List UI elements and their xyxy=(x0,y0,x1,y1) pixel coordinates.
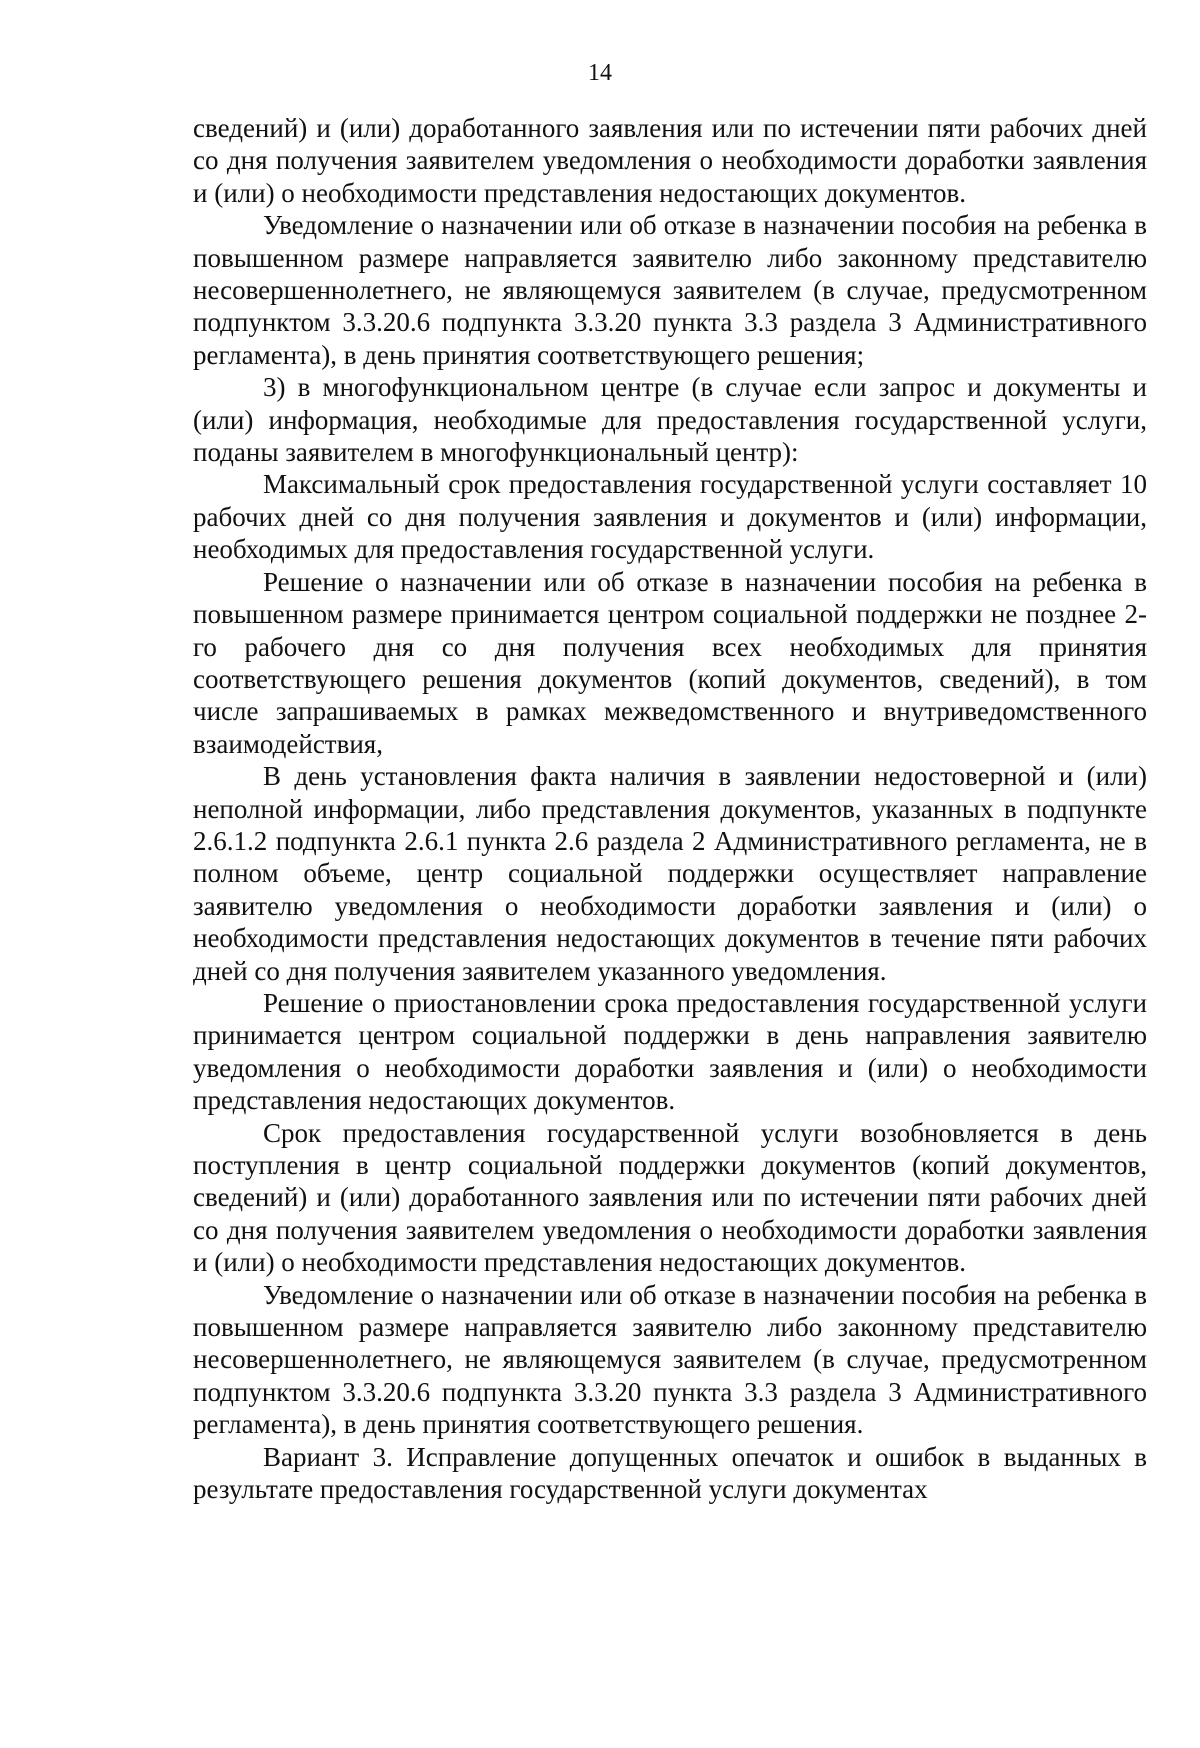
paragraph-notification-repeat: Уведомление о назначении или об отказе в назначении пособия на ребенка в повышенном размере направляется заявителю либо законному представителю несовершеннолетнего, не являющемуся заявителем (в случае, предусмотренном подпунктом 3.3.20.6 подпункта 3.3.20 пункта 3.3 раздела 3 Административного регламента), в день принятия соответствующего решения. xyxy=(193,1279,1147,1440)
paragraph-max-term: Максимальный срок предоставления государственной услуги составляет 10 рабочих дней со дня получения заявления и документов и (или) информации, необходимых для предоставления государственной услуги. xyxy=(193,469,1147,565)
paragraph-notification: Уведомление о назначении или об отказе в назначении пособия на ребенка в повышенном размере направляется заявителю либо законному представителю несовершеннолетнего, не являющемуся заявителем (в случае, предусмотренном подпунктом 3.3.20.6 подпункта 3.3.20 пункта 3.3 раздела 3 Административного регламента), в день принятия соответствующего решения; xyxy=(193,210,1147,370)
paragraph-decision: Решение о назначении или об отказе в назначении пособия на ребенка в повышенном размере принимается центром социальной поддержки не позднее 2-го рабочего дня со дня получения всех необходимых для принятия соответствующего решения документов (копий документов, сведений), в том числе запрашиваемых в рамках межведомственного и внутриведомственного взаимодействия, xyxy=(193,566,1147,759)
paragraph-incomplete-info: В день установления факта наличия в заявлении недостоверной и (или) неполной информации, либо представления документов, указанных в подпункте 2.6.1.2 подпункта 2.6.1 пункта 2.6 раздела 2 Административного регламента, не в полном объеме, центр социальной поддержки осуществляет направление заявителю уведомления о необходимости доработки заявления и (или) о необходимости представления недостающих документов в течение пяти рабочих дней со дня получения заявителем указанного уведомления. xyxy=(193,761,1147,986)
paragraph-variant-3-heading: Вариант 3. Исправление допущенных опечаток и ошибок в выданных в результате предоставления государственной услуги документах xyxy=(193,1441,1147,1505)
document-body xyxy=(193,112,1147,1505)
paragraph-continuation: сведений) и (или) доработанного заявления или по истечении пяти рабочих дней со дня получения заявителем уведомления о необходимости доработки заявления и (или) о необходимости представления недостающих документов. xyxy=(193,113,1147,208)
page-number: 14 xyxy=(588,60,612,86)
paragraph-suspension: Решение о приостановлении срока предоставления государственной услуги принимается центром социальной поддержки в день направления заявителю уведомления о необходимости доработки заявления и (или) о необходимости представления недостающих документов. xyxy=(193,987,1147,1116)
paragraph-mfc: 3) в многофункциональном центре (в случае если запрос и документы и (или) информация, необходимые для предоставления государственной услуги, поданы заявителем в многофункциональный центр): xyxy=(193,372,1147,468)
paragraph-resumption: Срок предоставления государственной услуги возобновляется в день поступления в центр социальной поддержки документов (копий документов, сведений) и (или) доработанного заявления или по истечении пяти рабочих дней со дня получения заявителем уведомления о необходимости доработки заявления и (или) о необходимости представления недостающих документов. xyxy=(193,1117,1147,1278)
